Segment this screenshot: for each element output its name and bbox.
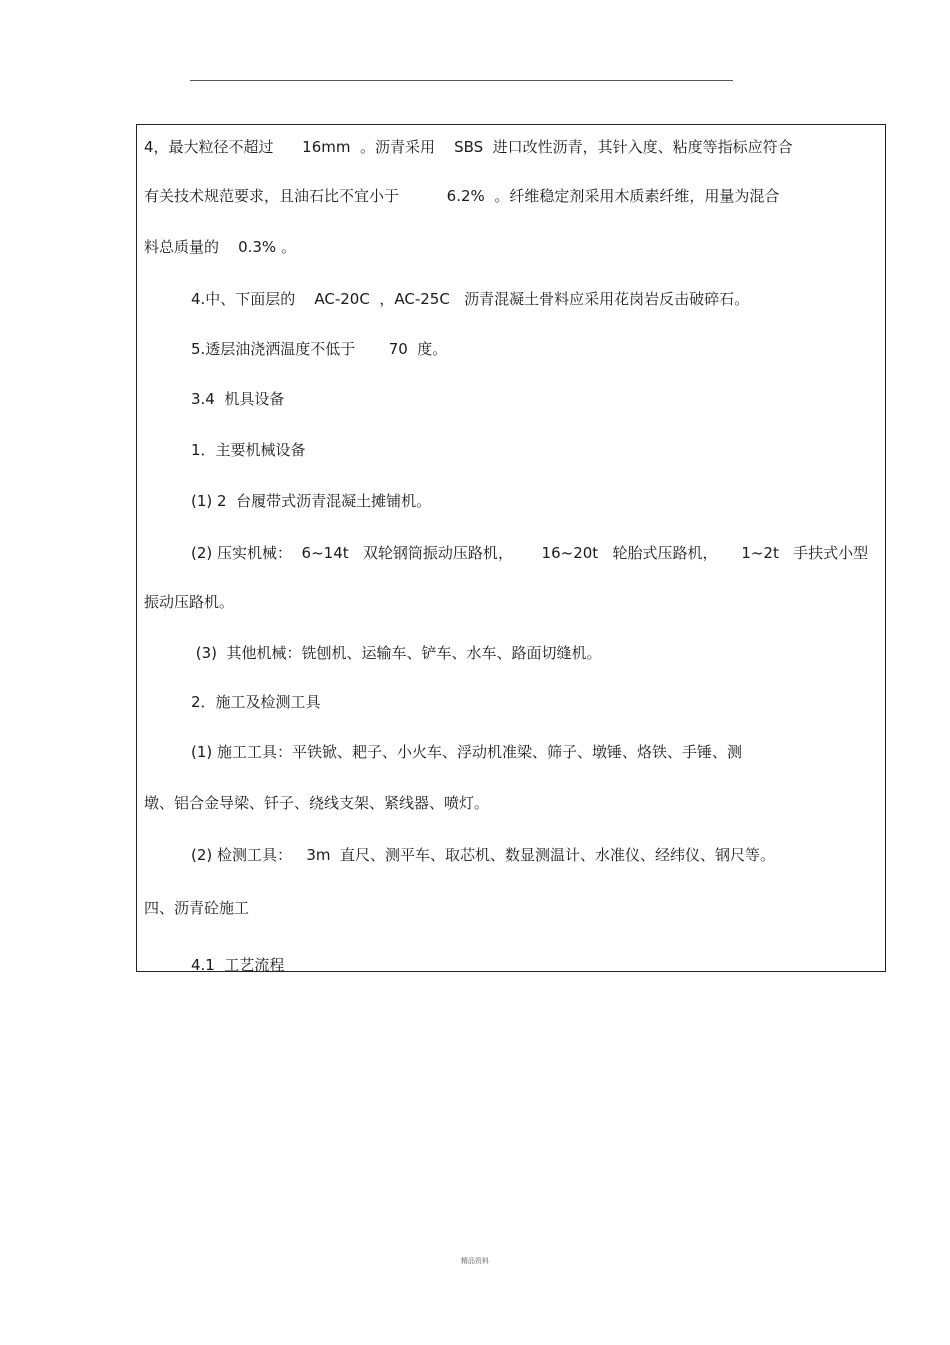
text-line: 料总质量的 0.3% 。 xyxy=(144,238,296,256)
header-rule xyxy=(190,80,733,81)
text-line: 4，最大粒径不超过 16mm 。沥青采用 SBS 进口改性沥青，其针入度、粘度等指标应符合 xyxy=(144,138,793,156)
page-footer: 精品资料 xyxy=(461,1257,489,1265)
chapter-heading: 四、沥青砼施工 xyxy=(144,899,250,917)
text-line: (3) 其他机械：铣刨机、运输车、铲车、水车、路面切缝机。 xyxy=(191,644,602,662)
section-heading: 3.4 机具设备 xyxy=(191,390,285,408)
subsection-heading: 1．主要机械设备 xyxy=(191,441,306,459)
text-line: (1) 施工工具：平铁锨、耙子、小火车、浮动机准梁、筛子、墩锤、烙铁、手锤、测 xyxy=(191,743,743,761)
text-line: 墩、铝合金导梁、钎子、绕线支架、紧线器、喷灯。 xyxy=(144,794,490,812)
text-line: 4.中、下面层的 AC-20C ，AC-25C 沥青混凝土骨料应采用花岗岩反击破碎石。 xyxy=(191,290,750,308)
text-line: (2) 检测工具： 3m 直尺、测平车、取芯机、数显测温计、水准仪、经纬仪、钢尺等。 xyxy=(191,846,776,864)
text-line: (1) 2 台履带式沥青混凝土摊铺机。 xyxy=(191,492,432,510)
subsection-heading: 2．施工及检测工具 xyxy=(191,693,321,711)
text-line: (2) 压实机械： 6~14t 双轮钢筒振动压路机， 16~20t 轮胎式压路机， 1~2t 手扶式小型 xyxy=(191,544,869,562)
text-line: 振动压路机。 xyxy=(144,593,235,611)
text-line: 有关技术规范要求，且油石比不宜小于 6.2% 。纤维稳定剂采用木质素纤维，用量为混合 xyxy=(144,187,780,205)
section-heading: 4.1 工艺流程 xyxy=(191,956,285,974)
text-line: 5.透层油浇洒温度不低于 70 度。 xyxy=(191,340,448,358)
